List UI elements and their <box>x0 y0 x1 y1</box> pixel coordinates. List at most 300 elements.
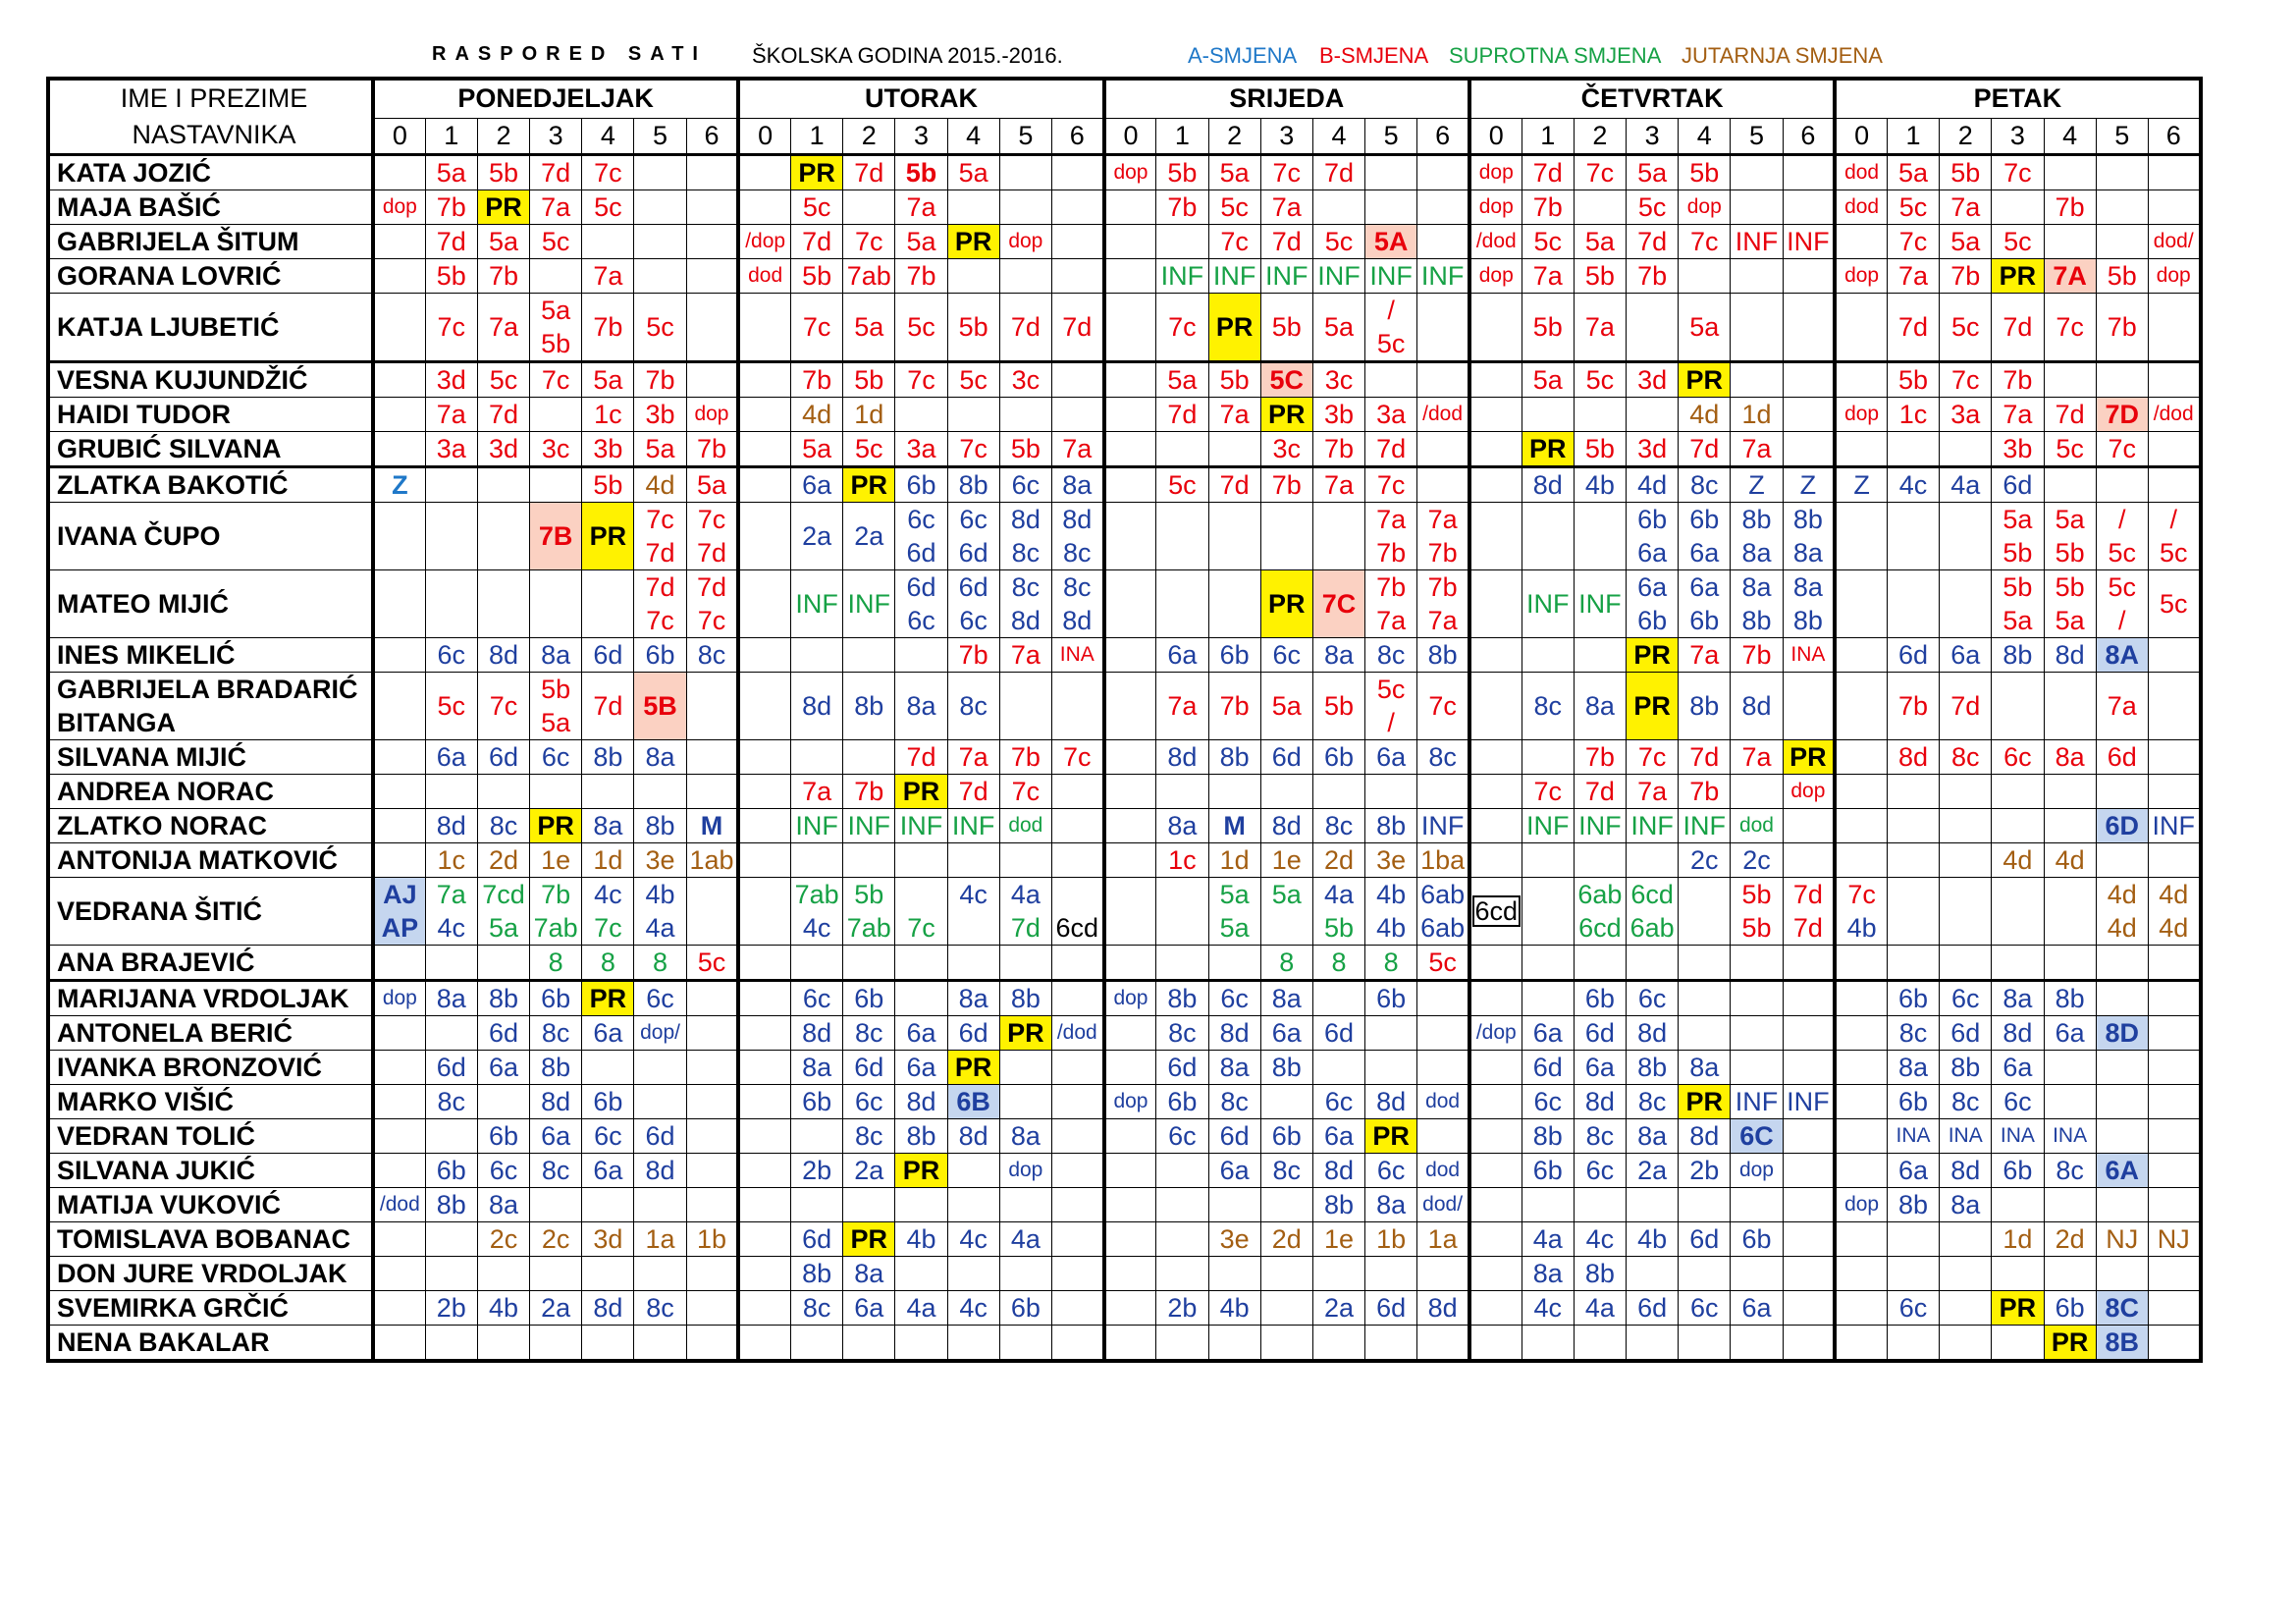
schedule-cell <box>1783 740 1835 775</box>
schedule-cell <box>530 1257 582 1291</box>
schedule-cell <box>1679 398 1731 432</box>
schedule-cell <box>843 190 895 225</box>
class-code: 6d <box>436 1053 466 1082</box>
schedule-cell <box>1940 981 1992 1016</box>
class-code: PR <box>1627 689 1678 723</box>
schedule-cell <box>1365 503 1417 570</box>
class-code: 5a <box>802 434 832 463</box>
class-code: 8b <box>645 811 675 840</box>
schedule-cell <box>1835 1222 1887 1257</box>
schedule-cell <box>1627 1016 1679 1051</box>
schedule-cell <box>1835 809 1887 843</box>
schedule-cell <box>947 1085 999 1119</box>
schedule-cell <box>791 190 843 225</box>
schedule-cell <box>1992 1188 2044 1222</box>
teacher-name <box>48 946 373 981</box>
schedule-cell <box>1469 1222 1522 1257</box>
class-code: 7c <box>1898 227 1928 256</box>
schedule-cell <box>2044 1085 2096 1119</box>
class-code: 7b <box>1950 261 1981 291</box>
schedule-cell <box>1731 1257 1783 1291</box>
class-code: 6c <box>2003 742 2032 772</box>
schedule-cell <box>791 1119 843 1154</box>
schedule-cell <box>2096 294 2148 362</box>
schedule-cell <box>1679 467 1731 503</box>
class-code: 7a <box>1427 606 1458 635</box>
class-code: 8d <box>1532 470 1563 500</box>
class-code: 5b <box>1689 158 1720 188</box>
schedule-cell <box>1627 1326 1679 1362</box>
schedule-cell <box>1522 1119 1574 1154</box>
teacher-name <box>48 467 373 503</box>
class-code: dod <box>1425 1090 1461 1112</box>
schedule-cell <box>1887 1257 1939 1291</box>
teacher-name <box>48 1222 373 1257</box>
schedule-cell <box>947 638 999 673</box>
schedule-cell <box>1627 225 1679 259</box>
schedule-cell <box>2148 1188 2200 1222</box>
class-code: 7a <box>1062 434 1093 463</box>
schedule-cell <box>1312 225 1364 259</box>
class-code: 5B <box>634 689 685 723</box>
schedule-cell <box>1731 878 1783 946</box>
class-code: 6d <box>1950 1018 1981 1048</box>
class-code: 4a <box>1010 880 1041 909</box>
class-code: 7a <box>1376 505 1407 534</box>
schedule-cell <box>843 259 895 294</box>
class-code: INF <box>1682 811 1727 840</box>
schedule-cell <box>1522 190 1574 225</box>
class-code: 7d <box>1323 158 1354 188</box>
class-code: 4a <box>1532 1224 1563 1254</box>
class-code: 6a <box>541 1121 571 1151</box>
schedule-cell <box>791 775 843 809</box>
schedule-cell <box>425 1154 477 1188</box>
class-code: 3c <box>1272 434 1302 463</box>
class-code: 7a <box>1532 261 1563 291</box>
class-code: 5b <box>1532 312 1563 342</box>
schedule-cell <box>1835 843 1887 878</box>
schedule-cell <box>1783 155 1835 190</box>
class-code: 4a <box>1010 1224 1041 1254</box>
class-code: dod <box>1844 161 1880 184</box>
class-code: 7d <box>1584 777 1615 806</box>
class-code: INF <box>1787 227 1830 256</box>
class-code: 7c <box>907 365 935 395</box>
class-code: 6a <box>1219 1156 1250 1185</box>
schedule-cell <box>1208 570 1260 638</box>
class-code: 8c <box>541 1018 570 1048</box>
schedule-cell <box>1627 809 1679 843</box>
schedule-cell <box>1051 570 1103 638</box>
class-code: 8d <box>645 1156 675 1185</box>
schedule-cell <box>1731 1291 1783 1326</box>
schedule-cell <box>1679 1119 1731 1154</box>
schedule-cell <box>1469 1119 1522 1154</box>
schedule-cell <box>1208 1257 1260 1291</box>
schedule-cell <box>1940 1154 1992 1188</box>
period-header: 1 <box>1887 119 1939 155</box>
schedule-cell <box>947 1154 999 1188</box>
schedule-cell <box>373 1222 425 1257</box>
schedule-cell <box>1365 155 1417 190</box>
schedule-cell <box>686 259 738 294</box>
schedule-cell <box>1835 878 1887 946</box>
class-code: 8c <box>2056 1156 2084 1185</box>
class-code: 6d <box>906 538 936 568</box>
class-code: 8b <box>1792 505 1823 534</box>
class-code: 5a <box>488 227 518 256</box>
schedule-cell <box>895 1016 947 1051</box>
schedule-cell <box>2148 190 2200 225</box>
schedule-cell <box>947 362 999 398</box>
schedule-cell <box>2148 225 2200 259</box>
schedule-cell <box>1992 155 2044 190</box>
class-code: 5a <box>1323 312 1354 342</box>
schedule-cell <box>791 946 843 981</box>
class-code: 7c <box>594 913 622 943</box>
schedule-cell <box>1469 259 1522 294</box>
schedule-cell <box>999 398 1051 432</box>
class-code: 1b <box>696 1224 726 1254</box>
schedule-cell <box>2044 1154 2096 1188</box>
period-header: 2 <box>843 119 895 155</box>
class-code: 7b <box>696 434 726 463</box>
class-code: 5a <box>645 434 675 463</box>
class-code: 8 <box>1383 947 1399 977</box>
class-code: 6c <box>1950 984 1980 1013</box>
schedule-cell <box>1260 740 1312 775</box>
class-code: 2b <box>436 1293 466 1323</box>
class-code: 7b <box>541 880 571 909</box>
schedule-cell <box>582 155 634 190</box>
schedule-cell <box>634 1326 686 1362</box>
teacher-name <box>48 398 373 432</box>
class-code: 2a <box>541 1293 571 1323</box>
schedule-cell <box>738 1291 790 1326</box>
class-code: 8A <box>2097 638 2148 672</box>
schedule-cell <box>738 809 790 843</box>
class-code: AJ <box>375 878 425 911</box>
class-code: 6a <box>906 1053 936 1082</box>
schedule-cell <box>1783 809 1835 843</box>
schedule-cell <box>582 1291 634 1326</box>
schedule-cell <box>686 190 738 225</box>
schedule-cell <box>1783 1016 1835 1051</box>
class-code: 6b <box>802 1087 832 1116</box>
class-code: dop <box>1113 161 1148 184</box>
class-code: PR <box>791 156 842 189</box>
teacher-name-line: GRUBIĆ SILVANA <box>57 434 282 463</box>
schedule-cell <box>1522 1222 1574 1257</box>
schedule-cell <box>1574 1257 1626 1291</box>
schedule-cell <box>1312 673 1364 740</box>
class-code: dod <box>1844 195 1880 218</box>
schedule-cell <box>738 946 790 981</box>
schedule-cell <box>1574 809 1626 843</box>
schedule-cell <box>1522 1188 1574 1222</box>
class-code: 6c <box>646 984 674 1013</box>
class-code: 8c <box>1011 538 1041 568</box>
schedule-cell <box>999 981 1051 1016</box>
class-code: 5b <box>1950 158 1981 188</box>
schedule-cell <box>1940 638 1992 673</box>
teacher-row <box>48 155 2201 190</box>
schedule-cell <box>1992 294 2044 362</box>
class-code: 8a <box>1062 470 1093 500</box>
schedule-cell <box>895 638 947 673</box>
class-code: 6ab <box>1577 880 1623 909</box>
class-code: dop <box>382 987 417 1009</box>
class-code: 7b <box>1010 742 1041 772</box>
schedule-cell <box>1104 1119 1156 1154</box>
schedule-cell <box>843 467 895 503</box>
schedule-cell <box>686 673 738 740</box>
schedule-cell <box>738 294 790 362</box>
schedule-cell <box>2148 362 2200 398</box>
class-code: dod <box>1738 814 1774 837</box>
schedule-cell <box>1627 259 1679 294</box>
class-code: 8d <box>802 1018 832 1048</box>
schedule-cell <box>2148 775 2200 809</box>
schedule-cell <box>1260 1119 1312 1154</box>
schedule-cell <box>1312 1222 1364 1257</box>
class-code: 5c <box>1324 227 1354 256</box>
class-code: 7cd <box>482 880 525 909</box>
schedule-cell <box>477 1016 529 1051</box>
class-code: 6d <box>802 1224 832 1254</box>
schedule-cell <box>1312 1051 1364 1085</box>
class-code: 7d <box>1532 158 1563 188</box>
schedule-cell <box>947 1222 999 1257</box>
class-code: 5a <box>1219 913 1250 943</box>
schedule-cell <box>1417 1188 1469 1222</box>
class-code: 7b <box>1376 572 1407 602</box>
class-code: 1ab <box>689 845 734 875</box>
class-code: 7c <box>1585 158 1615 188</box>
schedule-cell <box>1940 294 1992 362</box>
class-code: 2c <box>489 1224 518 1254</box>
schedule-cell <box>1992 638 2044 673</box>
schedule-cell <box>1260 1085 1312 1119</box>
schedule-cell <box>477 155 529 190</box>
class-code: 8d <box>1376 1087 1407 1116</box>
schedule-cell <box>1887 1119 1939 1154</box>
class-code: Z <box>392 470 408 500</box>
schedule-cell <box>1469 467 1522 503</box>
schedule-cell <box>373 1154 425 1188</box>
schedule-cell <box>738 570 790 638</box>
class-code: 8c <box>855 1121 883 1151</box>
schedule-cell <box>634 398 686 432</box>
class-code: 7d <box>802 227 832 256</box>
schedule-cell <box>1731 294 1783 362</box>
class-code: PR <box>1261 587 1312 621</box>
class-code: 6b <box>2002 1156 2033 1185</box>
schedule-title: RASPORED SATI <box>432 43 707 65</box>
teacher-row <box>48 878 2201 946</box>
class-code: 8a <box>906 691 936 721</box>
class-code: 7b <box>488 261 518 291</box>
class-code: 7c <box>1376 470 1406 500</box>
class-code: 6b <box>1689 606 1720 635</box>
schedule-cell <box>530 775 582 809</box>
teacher-name <box>48 981 373 1016</box>
schedule-cell <box>1574 467 1626 503</box>
schedule-cell <box>1051 981 1103 1016</box>
teacher-name-line: MARIJANA VRDOLJAK <box>57 984 349 1013</box>
class-code: 6d <box>1637 1293 1668 1323</box>
schedule-cell <box>1312 1257 1364 1291</box>
schedule-cell <box>1051 775 1103 809</box>
schedule-cell <box>1051 843 1103 878</box>
schedule-cell <box>843 1085 895 1119</box>
schedule-cell <box>843 775 895 809</box>
period-header: 0 <box>373 119 425 155</box>
class-code: PR <box>948 225 999 258</box>
schedule-cell <box>1731 503 1783 570</box>
schedule-cell <box>634 467 686 503</box>
class-code: 2b <box>802 1156 832 1185</box>
schedule-cell <box>895 843 947 878</box>
schedule-cell <box>2044 259 2096 294</box>
schedule-cell <box>1835 155 1887 190</box>
class-code: 1d <box>1219 845 1250 875</box>
teacher-row <box>48 1257 2201 1291</box>
schedule-cell <box>1051 362 1103 398</box>
schedule-cell <box>1679 1257 1731 1291</box>
class-code: 5c <box>489 365 518 395</box>
schedule-cell <box>843 398 895 432</box>
class-code: dop <box>1844 264 1880 287</box>
schedule-cell <box>1783 398 1835 432</box>
schedule-cell <box>425 1222 477 1257</box>
schedule-cell <box>1679 1085 1731 1119</box>
schedule-cell <box>2044 432 2096 467</box>
period-header: 6 <box>1417 119 1469 155</box>
schedule-cell <box>582 362 634 398</box>
schedule-cell <box>1051 190 1103 225</box>
schedule-cell <box>530 1222 582 1257</box>
schedule-cell <box>1312 638 1364 673</box>
schedule-cell <box>2096 1119 2148 1154</box>
schedule-cell <box>1312 1154 1364 1188</box>
class-code: 5c <box>2056 434 2084 463</box>
schedule-cell <box>582 432 634 467</box>
schedule-cell <box>1574 1188 1626 1222</box>
schedule-cell <box>1208 775 1260 809</box>
schedule-cell <box>895 1291 947 1326</box>
schedule-cell <box>1522 946 1574 981</box>
schedule-cell <box>373 981 425 1016</box>
schedule-cell <box>2044 1119 2096 1154</box>
class-code: 8a <box>1323 640 1354 670</box>
class-code: 4c <box>1585 1224 1615 1254</box>
schedule-cell <box>1312 1326 1364 1362</box>
schedule-cell <box>1731 1016 1783 1051</box>
class-code: 7d <box>1637 227 1668 256</box>
class-code: 1c <box>437 845 466 875</box>
schedule-cell <box>1469 1016 1522 1051</box>
schedule-cell <box>1731 1188 1783 1222</box>
schedule-cell <box>686 775 738 809</box>
schedule-cell <box>634 740 686 775</box>
schedule-cell <box>2148 1257 2200 1291</box>
class-code: 6d <box>854 1053 884 1082</box>
schedule-cell <box>999 155 1051 190</box>
schedule-cell <box>1679 225 1731 259</box>
class-code: 7d <box>645 572 675 602</box>
class-code: 2d <box>1271 1224 1302 1254</box>
class-code: 3b <box>593 434 623 463</box>
schedule-cell <box>1208 1051 1260 1085</box>
class-code: 8d <box>1219 1018 1250 1048</box>
schedule-cell <box>791 225 843 259</box>
schedule-cell <box>947 843 999 878</box>
class-code: 5a <box>1532 365 1563 395</box>
schedule-cell <box>843 843 895 878</box>
schedule-cell <box>1522 673 1574 740</box>
schedule-cell <box>843 503 895 570</box>
class-code: 7d <box>2002 312 2033 342</box>
schedule-cell <box>791 398 843 432</box>
schedule-cell <box>999 878 1051 946</box>
class-code: 7a <box>1427 505 1458 534</box>
teacher-row <box>48 362 2201 398</box>
class-code: 7c <box>646 606 674 635</box>
class-code: 6a <box>1689 538 1720 568</box>
schedule-cell <box>373 878 425 946</box>
class-code: 7b <box>593 312 623 342</box>
schedule-cell <box>1574 190 1626 225</box>
schedule-cell <box>1835 673 1887 740</box>
class-code: 1d <box>1741 400 1772 429</box>
class-code: 3a <box>1950 400 1981 429</box>
schedule-cell <box>1365 1119 1417 1154</box>
teacher-name-line: TOMISLAVA BOBANAC <box>57 1224 350 1254</box>
class-code: 8b <box>1010 984 1041 1013</box>
class-code: 6a <box>2055 1018 2085 1048</box>
schedule-cell <box>1783 1188 1835 1222</box>
schedule-cell <box>1940 1119 1992 1154</box>
schedule-cell <box>634 503 686 570</box>
schedule-cell <box>1731 155 1783 190</box>
schedule-cell <box>1260 467 1312 503</box>
schedule-cell <box>1469 1326 1522 1362</box>
schedule-cell <box>1783 1291 1835 1326</box>
schedule-cell <box>1104 503 1156 570</box>
class-code: NJ <box>2157 1224 2190 1254</box>
schedule-cell <box>1469 294 1522 362</box>
schedule-cell <box>1104 843 1156 878</box>
schedule-cell <box>1679 775 1731 809</box>
class-code: 5b <box>1271 312 1302 342</box>
schedule-cell <box>1627 1154 1679 1188</box>
class-code: 5a <box>2055 505 2085 534</box>
schedule-cell <box>530 1154 582 1188</box>
schedule-cell <box>999 1326 1051 1362</box>
schedule-cell <box>1469 1257 1522 1291</box>
schedule-cell <box>1731 1154 1783 1188</box>
class-code: 5a <box>958 158 988 188</box>
class-code: 8a <box>541 640 571 670</box>
schedule-cell <box>1940 946 1992 981</box>
schedule-cell <box>2096 878 2148 946</box>
class-code: 6b <box>1271 1121 1302 1151</box>
schedule-cell <box>582 946 634 981</box>
class-code: 7c <box>594 158 622 188</box>
teacher-name-line: DON JURE VRDOLJAK <box>57 1259 347 1288</box>
